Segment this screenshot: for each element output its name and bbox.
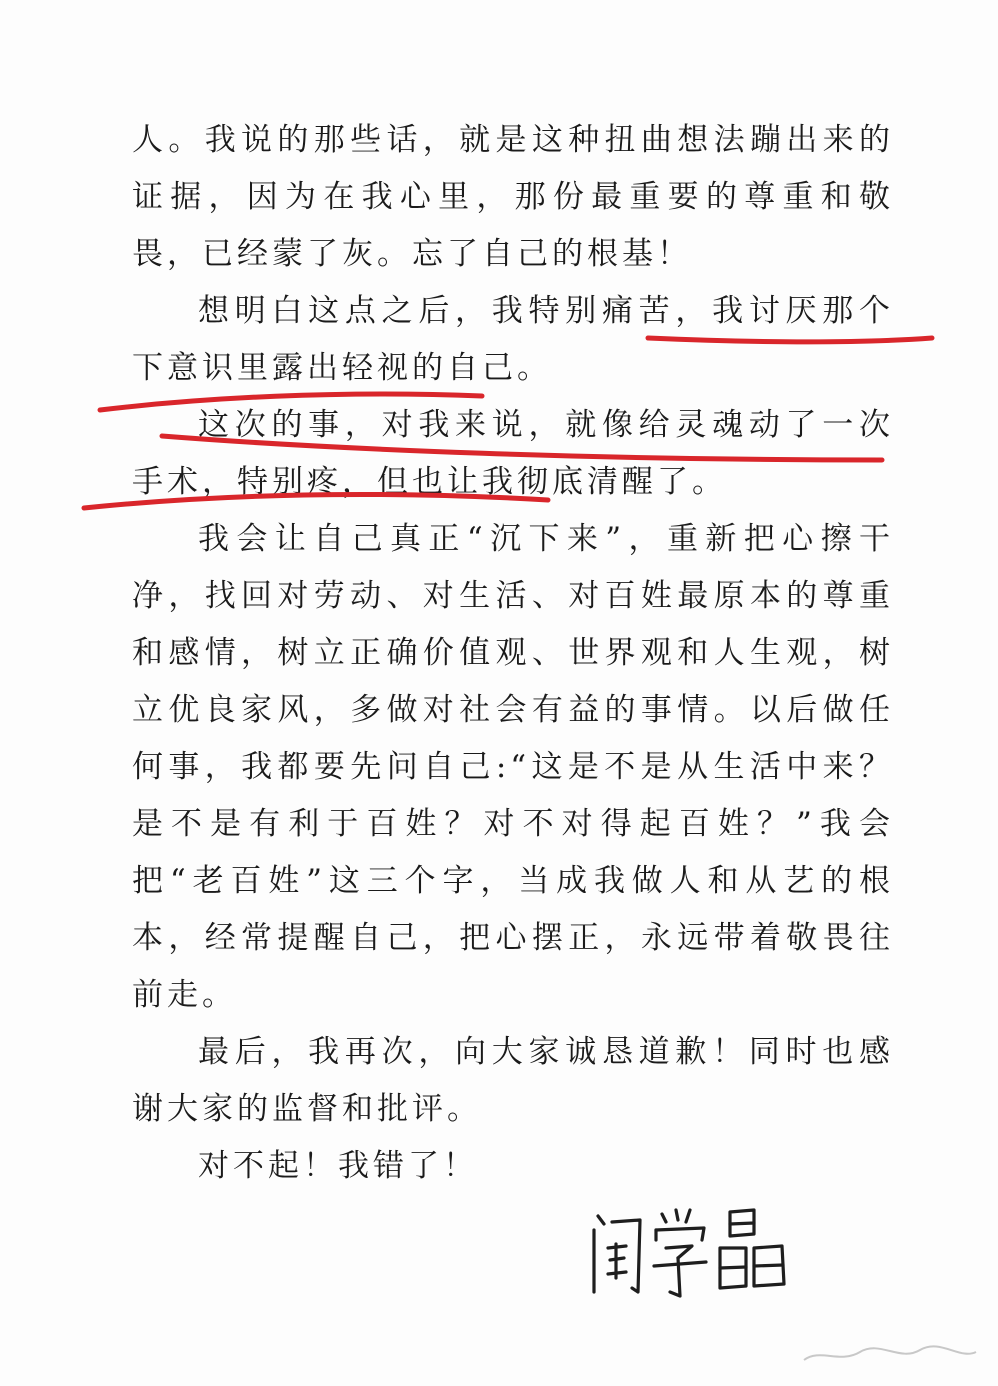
paragraph-apology: 最后，我再次，向大家诚恳道歉！同时也感谢大家的监督和批评。 bbox=[132, 1034, 894, 1127]
paragraph-continued: 人。我说的那些话，就是这种扭曲想法蹦出来的证据，因为在我心里，那份最重要的尊重和敬畏，已经蒙了灰。忘了自己的根基！ bbox=[132, 122, 894, 272]
letter-body bbox=[132, 112, 894, 1195]
paragraph-realization: 想明白这点之后，我特别痛苦，我讨厌那个下意识里露出轻视的自己。 bbox=[132, 293, 894, 386]
paragraph-closing: 对不起！我错了！ bbox=[198, 1148, 478, 1184]
paragraph-surgery: 这次的事，对我来说，就像给灵魂动了一次手术，特别疼，但也让我彻底清醒了。 bbox=[132, 407, 894, 500]
handwritten-signature bbox=[580, 1196, 800, 1306]
paragraph-commitment: 我会让自己真正“沉下来”，重新把心擦干净，找回对劳动、对生活、对百姓最原本的尊重和感情，树立正确价值观、世界观和人生观，树立优良家风，多做对社会有益的事情。以后做任何事，我都要先问自己:“这是不是从生活中来？是不是有利于百姓？对不对得起百姓？”我会把“老百姓”这三个字，当成我做人和从艺的根本，经常提醒自己，把心摆正，永远带着敬畏往前走。 bbox=[132, 521, 894, 1013]
watermark-mark bbox=[800, 1342, 980, 1368]
